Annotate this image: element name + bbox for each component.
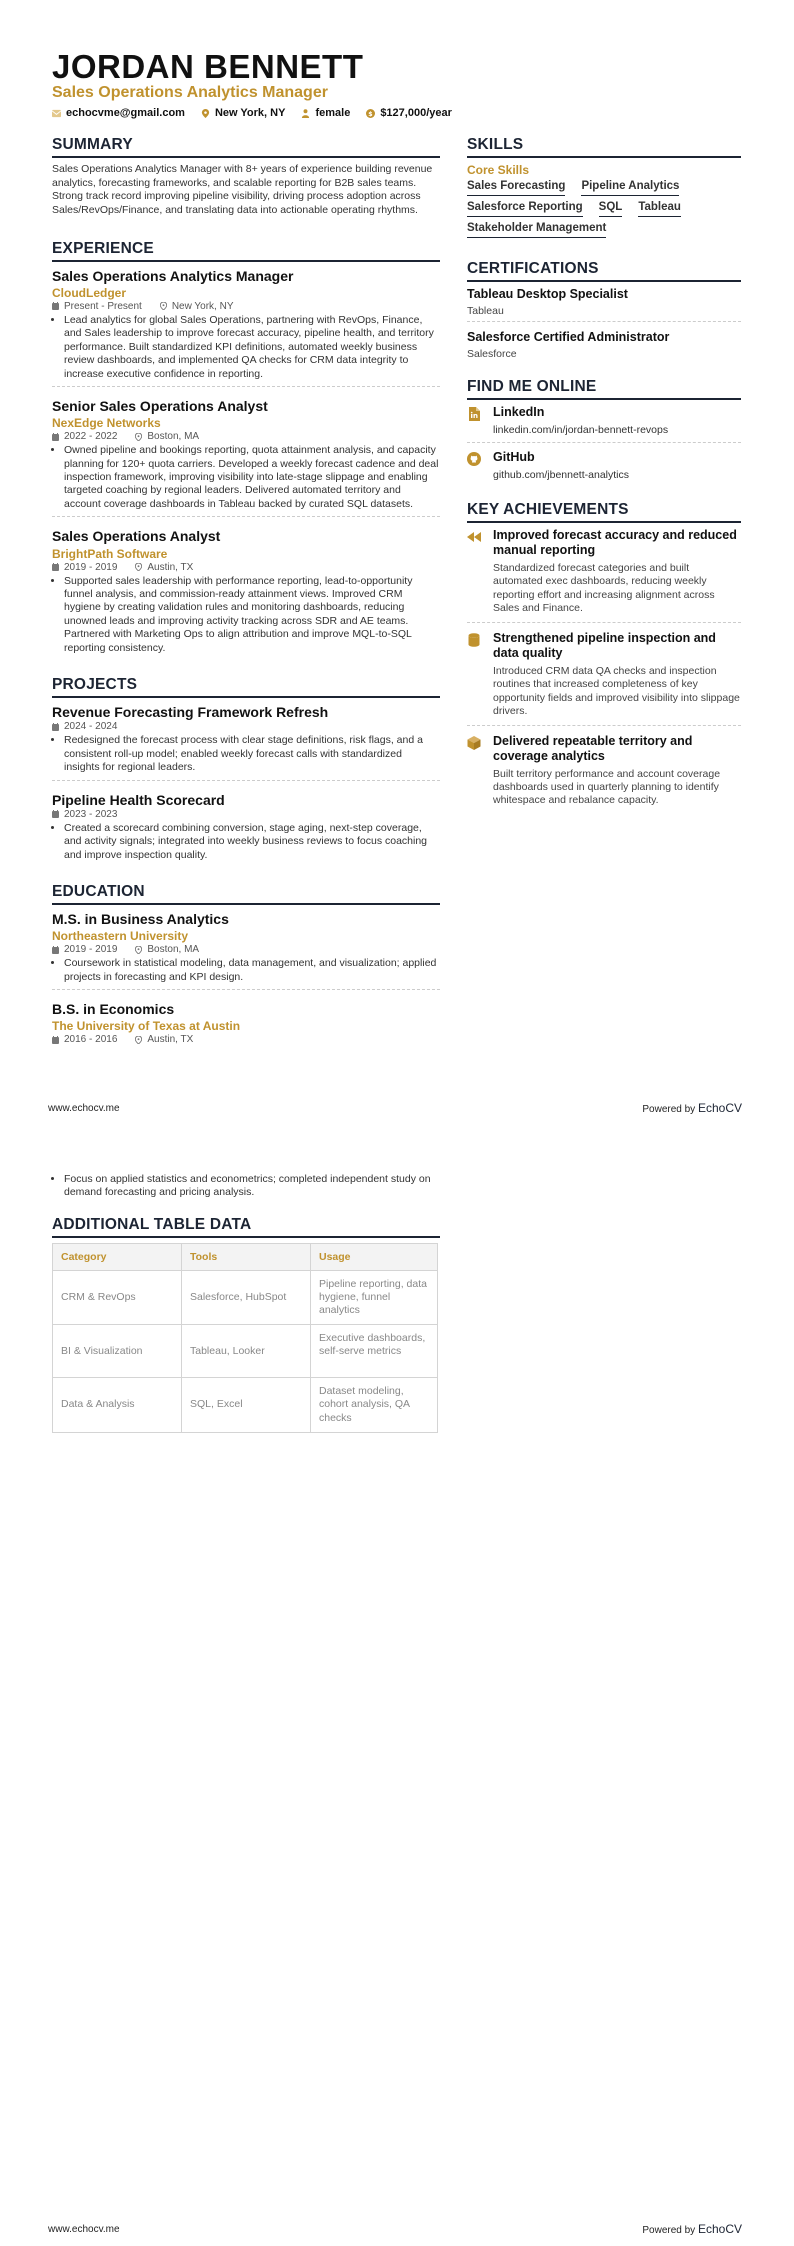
page2-left-column [52,1173,440,1433]
achievement-desc: Standardized forecast categories and built automated exec dashboards, reducing weekly reporting effort and increasing alignment across Sales and Finance. [493,562,715,615]
email-icon [52,109,61,118]
skill-tag: Salesforce Reporting [467,201,583,217]
entry-dates: 2019 - 2019 [64,944,118,956]
degree-title: M.S. in Business Analytics [52,911,229,928]
online-heading: FIND ME ONLINE [467,378,741,400]
entry-location: Austin, TX [147,561,194,573]
bullet-item: • Supported sales leadership with performance reporting, lead-to-opportunity funnel analysis, and commission-ready attainment views. Improved CRM hygiene by creating validation rules and monitoring dashboards, reducing unowned leads and improving activity tracking across SDR and AE teams. Partnered with Marketing Ops to align attribution and improve MQL-to-SQL reporting consistency. [64,575,440,656]
achievement-desc: Built territory performance and account coverage dashboards used in quarterly planning to identify whitespace and rebalance capacity. [493,767,721,807]
entry-bullets [52,575,440,656]
location-text: New York, NY [214,107,286,119]
entry-location: Boston, MA [147,431,200,443]
table-row [53,1270,438,1324]
calendar-icon [52,946,59,954]
contact-salary [366,107,452,119]
salary-text: $127,000/year [380,107,452,119]
achievement-item [467,631,741,726]
entry-dates: 2019 - 2019 [64,561,118,573]
linkedin-icon [467,407,481,421]
entry-dates: 2016 - 2016 [64,1034,118,1046]
brand-name[interactable]: EchoCV [697,2222,742,2236]
certification-name: Tableau Desktop Specialist [467,287,628,301]
experience-entry [52,267,440,387]
entry-bullets [52,822,440,862]
job-title: Sales Operations Analytics Manager [52,267,294,284]
experience-entry [52,527,440,660]
degree-title: B.S. in Economics [52,1001,175,1018]
footer-site[interactable]: www.echocv.me [48,2224,120,2235]
calendar-icon [52,810,59,818]
entry-dates: 2022 - 2022 [64,431,118,443]
bullet-item: • Lead analytics for global Sales Operations, partnering with RevOps, Finance, and Sales leadership to improve forecast accuracy, pipeline health, and territory performance. Built standardized KPI definitions, automated weekly business review dashboards, and implemented QA checks for CRM data integrity to increase executive confidence in reporting. [64,314,440,381]
online-url[interactable]: linkedin.com/in/jordan-bennett-revops [493,424,669,436]
database-icon [467,633,481,647]
project-title: Pipeline Health Scorecard [52,791,225,808]
location-pin-icon [135,563,142,571]
online-item-github[interactable] [467,450,741,487]
location-pin-icon [160,302,167,310]
svg-text:$: $ [368,110,374,118]
education-heading: EDUCATION [52,883,440,905]
contact-location [201,107,286,119]
calendar-icon [52,1036,59,1044]
education-entry [52,1000,440,1052]
company-name: NexEdge Networks [52,416,161,431]
experience-entry [52,397,440,517]
entry-meta [52,944,440,955]
entry-meta [52,431,440,442]
table-row [53,1325,438,1378]
table-header-cell: Tools [182,1243,311,1270]
email-text: echocvme@gmail.com [66,107,185,119]
table-cell: SQL, Excel [182,1378,311,1432]
project-entry [52,703,440,781]
table-cell: BI & Visualization [53,1325,182,1378]
entry-bullets [52,314,440,381]
entry-meta [52,809,440,820]
achievement-title: Strengthened pipeline inspection and data quality [493,630,716,660]
entry-bullets [52,444,440,511]
entry-location: Austin, TX [147,1034,194,1046]
job-title: Senior Sales Operations Analyst [52,397,268,414]
entry-bullets [52,1173,440,1200]
school-name: Northeastern University [52,929,189,944]
skill-tag: Stakeholder Management [467,222,606,238]
table-cell: Salesforce, HubSpot [182,1270,311,1324]
person-icon [301,109,310,118]
contact-row [52,107,452,119]
achievement-title: Improved forecast accuracy and reduced manual reporting [493,528,737,557]
school-name: The University of Texas at Austin [52,1019,241,1034]
project-title: Revenue Forecasting Framework Refresh [52,704,329,721]
certification-name: Salesforce Certified Administrator [467,330,670,344]
calendar-icon [52,563,59,571]
skills-table [52,1243,438,1433]
experience-heading: EXPERIENCE [52,240,440,262]
entry-bullets [52,957,440,984]
footer-powered [642,2222,742,2236]
entry-location: New York, NY [171,300,234,312]
contact-gender [301,107,350,119]
brand-name[interactable]: EchoCV [697,1101,742,1115]
entry-dates: Present - Present [64,300,142,312]
achievement-desc: Introduced CRM data QA checks and inspection routines that increased completeness of key opportunity fields and improved visibility into slippage drivers. [493,664,740,718]
achievement-item [467,528,741,623]
certification-item [467,330,741,364]
entry-meta [52,1034,440,1045]
company-name: CloudLedger [52,285,126,300]
summary-text: Sales Operations Analytics Manager with 8+ years of experience building revenue analytics, forecasting frameworks, and scalable reporting for B2B sales teams. Strong track record improving pipeline visibility, driving process adoption across Sales/RevOps/Finance, and translating data into actionable operating rhythms. [52,163,433,216]
left-column [52,136,440,1062]
skills-heading: SKILLS [467,136,741,158]
bullet-item: • Created a scorecard combining conversion, stage aging, next-step coverage, and activity signals; integrated into weekly business reviews to focus coaching and improve inspection quality. [64,822,440,862]
bullet-item: • Redesigned the forecast process with clear stage definitions, risk flags, and a consistent roll-up model; enabled weekly forecast calls with standardized insights for regional leaders. [64,734,440,774]
skill-tag: SQL [599,201,623,217]
calendar-icon [52,302,59,310]
location-pin-icon [201,109,210,118]
company-name: BrightPath Software [52,546,168,561]
achievement-title: Delivered repeatable territory and coverage analytics [493,733,693,763]
calendar-icon [52,433,59,441]
entry-dates: 2024 - 2024 [64,721,118,733]
entry-meta [52,721,440,732]
bullet-item: • Coursework in statistical modeling, data management, and visualization; applied projects in forecasting and KPI design. [64,957,440,984]
entry-dates: 2023 - 2023 [64,808,118,820]
online-item-linkedin[interactable] [467,405,741,443]
skill-tag: Tableau [638,201,681,217]
achievement-item [467,734,741,814]
additional-table-heading: ADDITIONAL TABLE DATA [52,1216,440,1238]
rewind-icon [467,530,481,544]
skills-subtitle: Core Skills [467,163,530,177]
table-cell: Tableau, Looker [182,1325,311,1378]
table-cell: Pipeline reporting, data hygiene, funnel analytics [311,1270,438,1324]
location-pin-icon [135,946,142,954]
calendar-icon [52,723,59,731]
project-entry [52,791,440,868]
summary-heading: SUMMARY [52,136,440,158]
cube-icon [467,736,481,750]
location-pin-icon [135,1036,142,1044]
certification-item [467,287,741,322]
online-name: GitHub [493,450,535,464]
gender-text: female [315,107,351,119]
certification-issuer: Salesforce [467,348,517,360]
online-url[interactable]: github.com/jbennett-analytics [493,469,629,481]
table-cell: Executive dashboards, self-serve metrics [311,1325,438,1378]
skill-tag: Pipeline Analytics [581,180,679,196]
footer-powered [642,1101,742,1115]
entry-location: Boston, MA [147,944,200,956]
skill-tag: Sales Forecasting [467,180,565,196]
job-title: Sales Operations Analyst [52,528,221,545]
entry-meta [52,301,440,312]
footer-site[interactable]: www.echocv.me [48,1103,120,1114]
certification-issuer: Tableau [467,305,504,317]
education-entry [52,910,440,990]
entry-meta [52,562,440,573]
candidate-name: JORDAN BENNETT [52,48,364,85]
coin-icon [366,109,375,118]
bullet-item: • Owned pipeline and bookings reporting, quota attainment analysis, and capacity planning for 120+ quota carriers. Developed a weekly forecast cadence and deal inspection framework, improving visibility into late-stage slippage and enabling targeted coaching by regional leaders. Delivered automated territory and account coverage dashboards in Tableau backed by curated SQL datasets. [64,444,440,511]
table-header-cell: Usage [311,1243,438,1270]
skills-list [467,180,741,238]
candidate-title: Sales Operations Analytics Manager [52,84,328,101]
resume-page-2 [0,1123,794,2246]
entry-bullets [52,734,440,774]
table-cell: Dataset modeling, cohort analysis, QA checks [311,1378,438,1432]
powered-by-text: Powered by [642,2225,696,2236]
github-icon [467,452,481,466]
achievements-heading: KEY ACHIEVEMENTS [467,501,741,523]
contact-email[interactable] [52,107,185,119]
certifications-heading: CERTIFICATIONS [467,260,741,282]
powered-by-text: Powered by [642,1104,696,1115]
table-header-row [53,1243,438,1270]
table-cell: CRM & RevOps [53,1270,182,1324]
location-pin-icon [135,433,142,441]
table-cell: Data & Analysis [53,1378,182,1432]
table-header-cell: Category [53,1243,182,1270]
online-name: LinkedIn [493,405,545,419]
projects-heading: PROJECTS [52,676,440,698]
bullet-item: • Focus on applied statistics and econometrics; completed independent study on demand forecasting and pricing analysis. [64,1173,440,1200]
table-row [53,1378,438,1432]
right-column [467,136,741,822]
